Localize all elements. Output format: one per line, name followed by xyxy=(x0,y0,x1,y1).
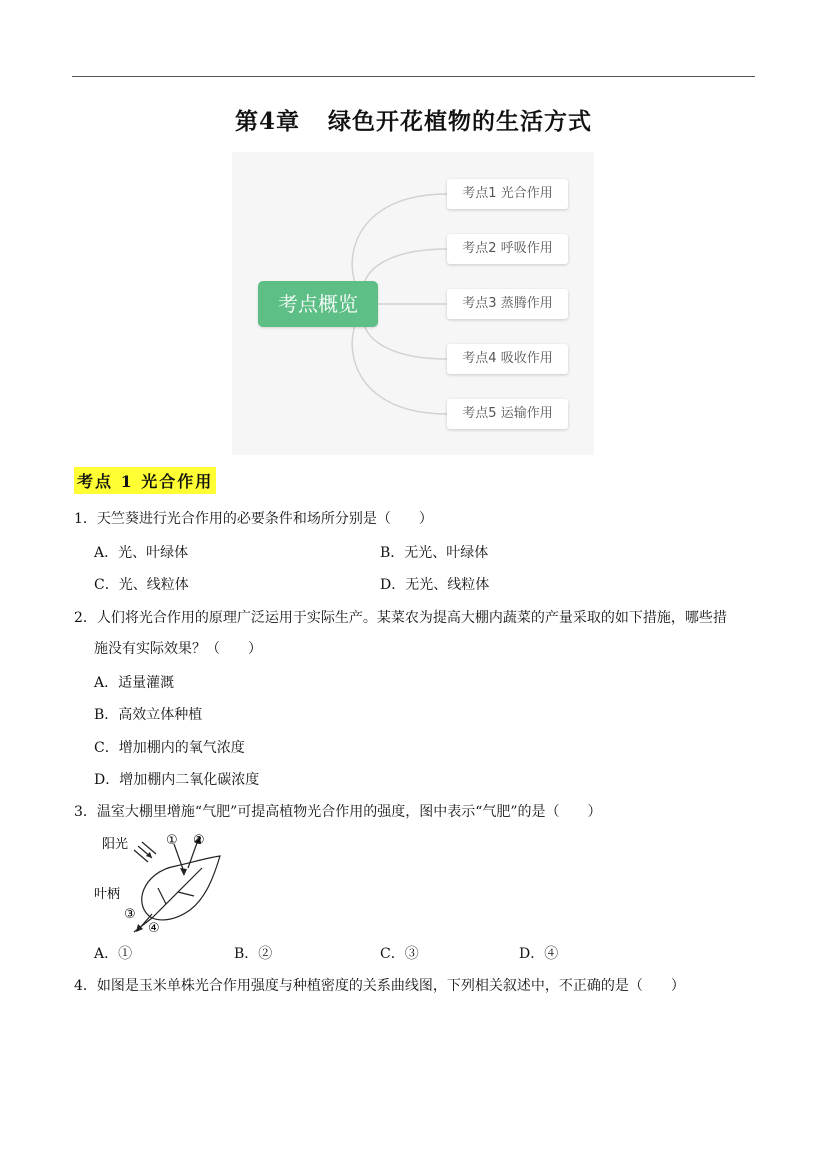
question-1-option-a: A．光、叶绿体 xyxy=(94,545,189,561)
label-sunlight: 阳光 xyxy=(102,837,129,852)
label-petiole: 叶柄 xyxy=(94,887,121,902)
mindmap-item-1: 考点1 光合作用 xyxy=(447,179,568,209)
mindmap-item-4: 考点4 吸收作用 xyxy=(447,344,568,374)
question-4-stem: 4．如图是玉米单株光合作用强度与种植密度的关系曲线图，下列相关叙述中，不正确的是（ ） xyxy=(74,978,685,994)
leaf-vein-2 xyxy=(178,892,194,896)
question-1-option-b: B．无光、叶绿体 xyxy=(380,545,489,561)
mindmap-item-2: 考点2 呼吸作用 xyxy=(447,234,568,264)
label-circle-3: ③ xyxy=(124,907,136,922)
mindmap-item-5: 考点5 运输作用 xyxy=(447,399,568,429)
question-3-option-b: B．② xyxy=(234,946,273,962)
question-2-option-d: D．增加棚内二氧化碳浓度 xyxy=(94,772,260,788)
question-3-stem: 3．温室大棚里增施“气肥”可提高植物光合作用的强度，图中表示“气肥”的是（ ） xyxy=(74,804,602,820)
question-3-option-a: A．① xyxy=(94,946,133,962)
question-2-option-a: A．适量灌溉 xyxy=(94,675,175,691)
leaf-diagram xyxy=(94,828,224,934)
question-3-option-d: D．④ xyxy=(519,946,559,962)
section-heading: 考点 1 光合作用 xyxy=(74,467,216,494)
question-1-option-d: D．无光、线粒体 xyxy=(380,577,490,593)
question-2-stem-line1: 2．人们将光合作用的原理广泛运用于实际生产。某菜农为提高大棚内蔬菜的产量采取的如下措施，哪些措 xyxy=(74,610,727,626)
label-circle-1: ① xyxy=(166,833,178,848)
question-2-stem-line2: 施没有实际效果？（ ） xyxy=(94,641,262,657)
arrow-1-line xyxy=(174,844,184,872)
chapter-name: 绿色开花植物的生活方式 xyxy=(328,108,592,135)
header-rule xyxy=(72,76,755,77)
question-3-option-c: C．③ xyxy=(380,946,419,962)
arrow-1-head xyxy=(180,868,187,876)
overview-mindmap xyxy=(232,152,594,455)
page-title xyxy=(0,103,827,136)
leaf-diagram-svg xyxy=(94,828,224,934)
mindmap-root: 考点概览 xyxy=(258,281,378,327)
sunlight-arrow-3 xyxy=(134,850,148,862)
leaf-outline xyxy=(142,856,220,920)
sunlight-arrow-2 xyxy=(142,842,156,854)
label-circle-4: ④ xyxy=(148,921,160,934)
question-2-option-b: B．高效立体种植 xyxy=(94,707,203,723)
label-circle-2: ② xyxy=(193,833,205,848)
question-1-stem: 1．天竺葵进行光合作用的必要条件和场所分别是（ ） xyxy=(74,511,433,527)
question-1-option-c: C．光、线粒体 xyxy=(94,577,189,593)
mindmap-item-3: 考点3 蒸腾作用 xyxy=(447,289,568,319)
leaf-vein-1 xyxy=(158,888,166,904)
question-2-option-c: C．增加棚内的氧气浓度 xyxy=(94,740,245,756)
chapter-number: 第4章 xyxy=(234,108,300,135)
